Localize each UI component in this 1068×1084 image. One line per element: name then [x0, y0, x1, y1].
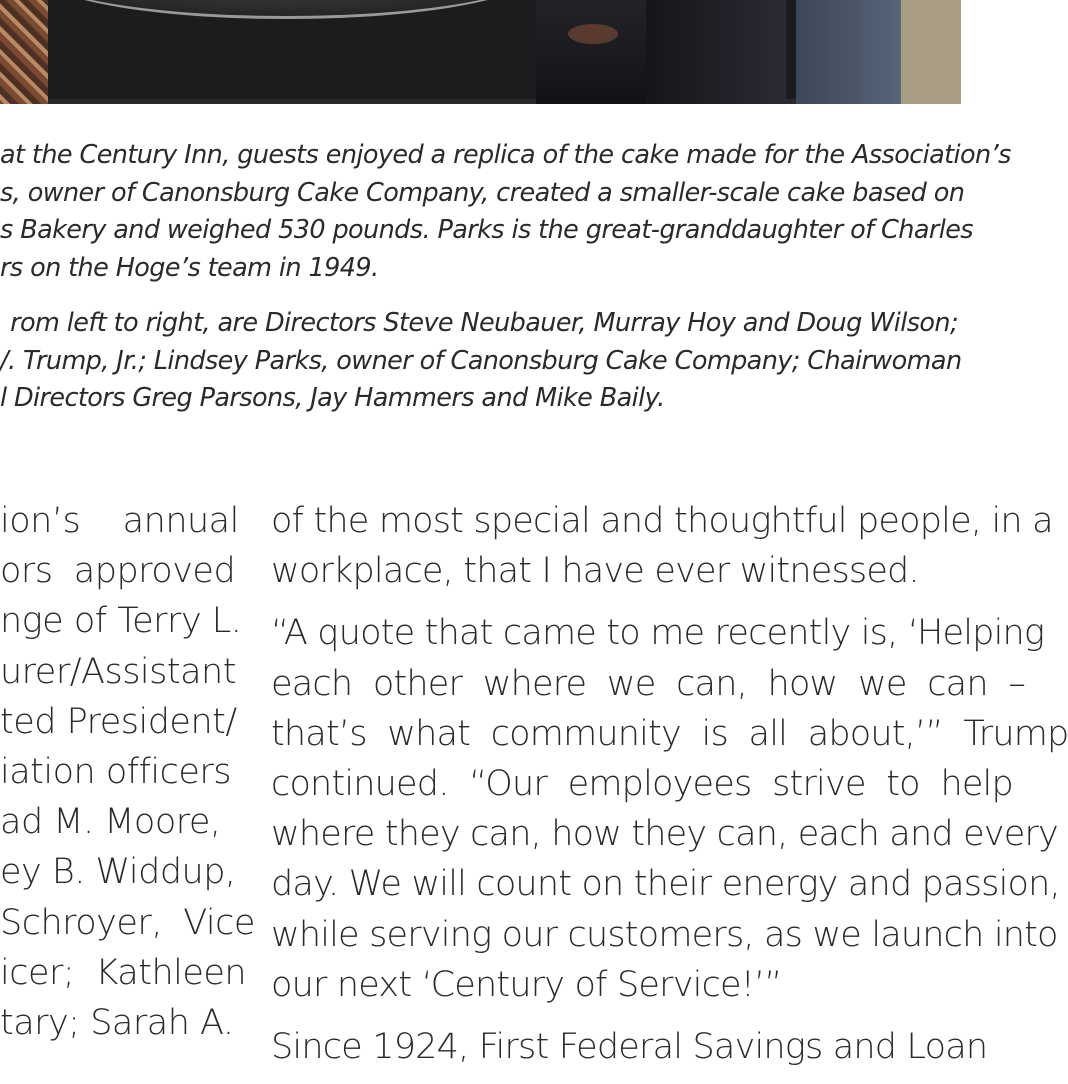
photo-caption-people	[0, 305, 962, 418]
caption-line: s Bakery and weighed 530 pounds. Parks is the great-granddaughter of Charles	[0, 215, 973, 245]
photo-shoe	[568, 24, 618, 44]
column-line: each other where we can, how we can –	[271, 663, 1026, 704]
photo-caption-cake	[0, 137, 1011, 287]
column-line: tary; Sarah A.	[0, 1003, 234, 1044]
article-paragraph-quote	[271, 608, 1068, 1010]
photo-person-gray-suit	[796, 0, 906, 104]
column-line: that’s what community is all about,’” Trump	[271, 713, 1068, 754]
caption-line: rs on the Hoge’s team in 1949.	[0, 252, 379, 283]
article-left-column	[0, 496, 255, 1048]
column-line: ted President/	[0, 701, 237, 742]
caption-line: at the Century Inn, guests enjoyed a replica of the cake made for the Association’s	[0, 140, 1011, 170]
column-line: ion’s annual	[0, 501, 239, 541]
column-line: continued. “Our employees strive to help	[271, 764, 1013, 805]
column-line: while serving our customers, as we launch into	[271, 914, 1058, 955]
column-line: icer; Kathleen	[0, 952, 247, 993]
caption-line: rom left to right, are Directors Steve Neubauer, Murray Hoy and Doug Wilson;	[10, 308, 958, 338]
column-line: Schroyer, Vice	[0, 902, 255, 943]
caption-line: l Directors Greg Parsons, Jay Hammers and Mike Baily.	[0, 383, 665, 413]
column-line: of the most special and thoughtful people, in a	[271, 501, 1053, 541]
column-line: workplace, that I have ever witnessed.	[271, 551, 919, 592]
column-line: “A quote that came to me recently is, ‘Helping	[271, 613, 1045, 654]
photo-cake-table	[36, 0, 536, 19]
caption-line: /. Trump, Jr.; Lindsey Parks, owner of Canonsburg Cake Company; Chairwoman	[0, 345, 962, 376]
photo-rug	[0, 0, 48, 104]
photo-person-suit	[646, 0, 786, 104]
column-line: our next ‘Century of Service!’”	[271, 964, 782, 1005]
column-line: ey B. Widdup,	[0, 852, 236, 893]
article-paragraph	[271, 1022, 988, 1072]
column-line: where they can, how they can, each and every	[271, 814, 1058, 855]
column-line: iation officers	[0, 752, 232, 793]
column-line: day. We will count on their energy and passion,	[271, 864, 1060, 905]
column-line: urer/Assistant	[0, 651, 236, 692]
article-right-column	[271, 496, 1068, 1084]
photo-person-dark	[536, 0, 656, 104]
photo-wall	[901, 0, 961, 104]
column-line: ad M. Moore,	[0, 802, 221, 843]
event-photo	[0, 0, 958, 104]
column-line: ors approved	[0, 551, 236, 592]
article-paragraph	[271, 496, 1053, 596]
caption-line: s, owner of Canonsburg Cake Company, created a smaller-scale cake based on	[0, 177, 965, 208]
column-line: nge of Terry L.	[0, 601, 242, 642]
column-line: Since 1924, First Federal Savings and Loan	[271, 1027, 988, 1068]
